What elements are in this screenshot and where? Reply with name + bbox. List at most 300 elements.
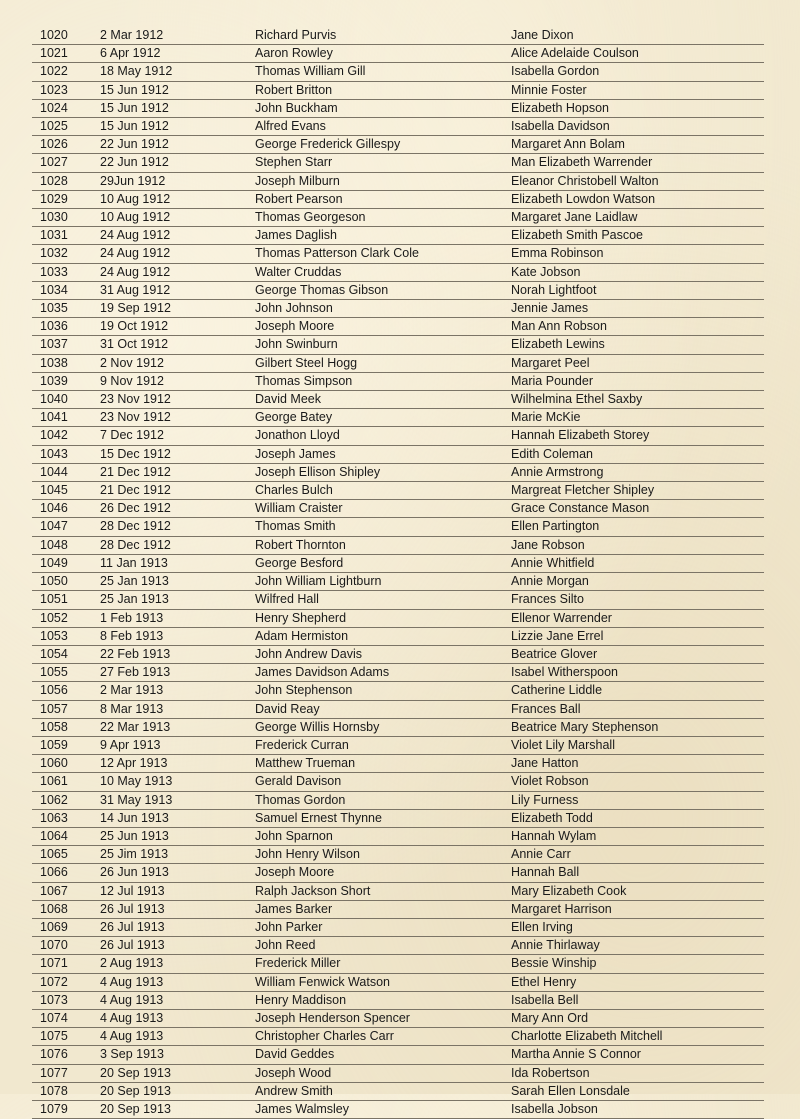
entry-number: 1049 — [32, 554, 100, 572]
marriage-date: 22 Mar 1913 — [100, 718, 255, 736]
entry-number: 1071 — [32, 955, 100, 973]
marriage-date: 15 Jun 1912 — [100, 99, 255, 117]
entry-number: 1052 — [32, 609, 100, 627]
entry-number: 1035 — [32, 300, 100, 318]
bride-name: Man Elizabeth Warrender — [511, 154, 764, 172]
groom-name: George Frederick Gillespy — [255, 136, 511, 154]
entry-number: 1061 — [32, 773, 100, 791]
entry-number: 1079 — [32, 1100, 100, 1118]
table-row — [32, 664, 764, 682]
entry-number: 1073 — [32, 991, 100, 1009]
bride-name: Ellen Irving — [511, 918, 764, 936]
entry-number: 1036 — [32, 318, 100, 336]
entry-number: 1033 — [32, 263, 100, 281]
marriage-date: 28 Dec 1912 — [100, 536, 255, 554]
bride-name: Isabella Davidson — [511, 118, 764, 136]
table-row — [32, 300, 764, 318]
groom-name: Joseph Wood — [255, 1064, 511, 1082]
bride-name: Hannah Wylam — [511, 827, 764, 845]
entry-number: 1078 — [32, 1082, 100, 1100]
table-row — [32, 645, 764, 663]
groom-name: Ralph Jackson Short — [255, 882, 511, 900]
bride-name: Isabella Gordon — [511, 63, 764, 81]
table-row — [32, 918, 764, 936]
groom-name: David Reay — [255, 700, 511, 718]
marriage-date: 23 Nov 1912 — [100, 409, 255, 427]
groom-name: Samuel Ernest Thynne — [255, 809, 511, 827]
groom-name: George Thomas Gibson — [255, 281, 511, 299]
bride-name: Charlotte Elizabeth Mitchell — [511, 1028, 764, 1046]
groom-name: Robert Thornton — [255, 536, 511, 554]
bride-name: Grace Constance Mason — [511, 500, 764, 518]
groom-name: Henry Shepherd — [255, 609, 511, 627]
groom-name: William Craister — [255, 500, 511, 518]
bride-name: Ellenor Warrender — [511, 609, 764, 627]
table-row — [32, 118, 764, 136]
entry-number: 1067 — [32, 882, 100, 900]
bride-name: Jane Dixon — [511, 27, 764, 45]
marriage-date: 25 Jim 1913 — [100, 846, 255, 864]
table-row — [32, 136, 764, 154]
groom-name: James Davidson Adams — [255, 664, 511, 682]
groom-name: Joseph Milburn — [255, 172, 511, 190]
groom-name: John Reed — [255, 937, 511, 955]
register-body — [32, 27, 764, 1119]
marriage-date: 21 Dec 1912 — [100, 482, 255, 500]
bride-name: Eleanor Christobell Walton — [511, 172, 764, 190]
table-row — [32, 427, 764, 445]
table-row — [32, 627, 764, 645]
marriage-date: 26 Dec 1912 — [100, 500, 255, 518]
entry-number: 1043 — [32, 445, 100, 463]
bride-name: Maria Pounder — [511, 372, 764, 390]
marriage-date: 4 Aug 1913 — [100, 991, 255, 1009]
entry-number: 1051 — [32, 591, 100, 609]
marriage-date: 22 Feb 1913 — [100, 645, 255, 663]
bride-name: Jane Robson — [511, 536, 764, 554]
bride-name: Sarah Ellen Lonsdale — [511, 1082, 764, 1100]
entry-number: 1076 — [32, 1046, 100, 1064]
marriage-date: 21 Dec 1912 — [100, 463, 255, 481]
groom-name: James Daglish — [255, 227, 511, 245]
groom-name: Joseph Moore — [255, 864, 511, 882]
entry-number: 1045 — [32, 482, 100, 500]
bride-name: Kate Jobson — [511, 263, 764, 281]
table-row — [32, 809, 764, 827]
entry-number: 1058 — [32, 718, 100, 736]
marriage-date: 26 Jul 1913 — [100, 918, 255, 936]
marriage-date: 20 Sep 1913 — [100, 1064, 255, 1082]
groom-name: Aaron Rowley — [255, 45, 511, 63]
entry-number: 1038 — [32, 354, 100, 372]
entry-number: 1063 — [32, 809, 100, 827]
groom-name: Richard Purvis — [255, 27, 511, 45]
table-row — [32, 227, 764, 245]
table-row — [32, 591, 764, 609]
bride-name: Ethel Henry — [511, 973, 764, 991]
entry-number: 1039 — [32, 372, 100, 390]
bride-name: Catherine Liddle — [511, 682, 764, 700]
bride-name: Bessie Winship — [511, 955, 764, 973]
entry-number: 1064 — [32, 827, 100, 845]
bride-name: Beatrice Glover — [511, 645, 764, 663]
marriage-date: 22 Jun 1912 — [100, 136, 255, 154]
groom-name: Walter Cruddas — [255, 263, 511, 281]
marriage-date: 19 Sep 1912 — [100, 300, 255, 318]
groom-name: John Henry Wilson — [255, 846, 511, 864]
groom-name: Thomas William Gill — [255, 63, 511, 81]
entry-number: 1031 — [32, 227, 100, 245]
marriage-date: 31 Aug 1912 — [100, 281, 255, 299]
bride-name: Marie McKie — [511, 409, 764, 427]
groom-name: George Batey — [255, 409, 511, 427]
table-row — [32, 245, 764, 263]
marriage-date: 24 Aug 1912 — [100, 245, 255, 263]
marriage-date: 10 Aug 1912 — [100, 209, 255, 227]
bride-name: Isabel Witherspoon — [511, 664, 764, 682]
bride-name: Violet Robson — [511, 773, 764, 791]
entry-number: 1077 — [32, 1064, 100, 1082]
bride-name: Hannah Elizabeth Storey — [511, 427, 764, 445]
bride-name: Margaret Jane Laidlaw — [511, 209, 764, 227]
groom-name: Joseph Moore — [255, 318, 511, 336]
entry-number: 1047 — [32, 518, 100, 536]
entry-number: 1020 — [32, 27, 100, 45]
marriage-date: 8 Mar 1913 — [100, 700, 255, 718]
bride-name: Isabella Bell — [511, 991, 764, 1009]
table-row — [32, 846, 764, 864]
marriage-date: 25 Jan 1913 — [100, 573, 255, 591]
groom-name: William Fenwick Watson — [255, 973, 511, 991]
marriage-date: 4 Aug 1913 — [100, 973, 255, 991]
table-row — [32, 81, 764, 99]
bride-name: Violet Lily Marshall — [511, 736, 764, 754]
entry-number: 1021 — [32, 45, 100, 63]
marriage-date: 2 Nov 1912 — [100, 354, 255, 372]
entry-number: 1053 — [32, 627, 100, 645]
marriage-date: 1 Feb 1913 — [100, 609, 255, 627]
marriage-date: 2 Mar 1913 — [100, 682, 255, 700]
marriage-date: 11 Jan 1913 — [100, 554, 255, 572]
table-row — [32, 45, 764, 63]
table-row — [32, 263, 764, 281]
bride-name: Edith Coleman — [511, 445, 764, 463]
groom-name: David Meek — [255, 391, 511, 409]
marriage-date: 26 Jul 1913 — [100, 937, 255, 955]
entry-number: 1066 — [32, 864, 100, 882]
entry-number: 1026 — [32, 136, 100, 154]
table-row — [32, 391, 764, 409]
groom-name: Andrew Smith — [255, 1082, 511, 1100]
bride-name: Lizzie Jane Errel — [511, 627, 764, 645]
groom-name: Stephen Starr — [255, 154, 511, 172]
table-row — [32, 372, 764, 390]
groom-name: Jonathon Lloyd — [255, 427, 511, 445]
groom-name: Joseph Ellison Shipley — [255, 463, 511, 481]
groom-name: John William Lightburn — [255, 573, 511, 591]
marriage-date: 31 Oct 1912 — [100, 336, 255, 354]
table-row — [32, 463, 764, 481]
bride-name: Annie Carr — [511, 846, 764, 864]
entry-number: 1034 — [32, 281, 100, 299]
table-row — [32, 1009, 764, 1027]
groom-name: Joseph James — [255, 445, 511, 463]
groom-name: Frederick Curran — [255, 736, 511, 754]
marriage-date: 10 Aug 1912 — [100, 190, 255, 208]
table-row — [32, 791, 764, 809]
entry-number: 1056 — [32, 682, 100, 700]
table-row — [32, 281, 764, 299]
table-row — [32, 900, 764, 918]
marriage-date: 12 Apr 1913 — [100, 755, 255, 773]
groom-name: Thomas Gordon — [255, 791, 511, 809]
groom-name: Joseph Henderson Spencer — [255, 1009, 511, 1027]
marriage-date: 15 Jun 1912 — [100, 118, 255, 136]
groom-name: Thomas Smith — [255, 518, 511, 536]
marriage-date: 12 Jul 1913 — [100, 882, 255, 900]
table-row — [32, 755, 764, 773]
entry-number: 1022 — [32, 63, 100, 81]
groom-name: George Besford — [255, 554, 511, 572]
bride-name: Elizabeth Todd — [511, 809, 764, 827]
table-row — [32, 973, 764, 991]
bride-name: Ida Robertson — [511, 1064, 764, 1082]
table-row — [32, 409, 764, 427]
entry-number: 1040 — [32, 391, 100, 409]
groom-name: Gilbert Steel Hogg — [255, 354, 511, 372]
bride-name: Isabella Jobson — [511, 1100, 764, 1118]
entry-number: 1069 — [32, 918, 100, 936]
marriage-date: 9 Nov 1912 — [100, 372, 255, 390]
marriage-date: 18 May 1912 — [100, 63, 255, 81]
marriage-date: 4 Aug 1913 — [100, 1028, 255, 1046]
marriage-date: 24 Aug 1912 — [100, 227, 255, 245]
table-row — [32, 209, 764, 227]
marriage-date: 24 Aug 1912 — [100, 263, 255, 281]
table-row — [32, 500, 764, 518]
table-row — [32, 700, 764, 718]
table-row — [32, 154, 764, 172]
entry-number: 1068 — [32, 900, 100, 918]
marriage-date: 15 Dec 1912 — [100, 445, 255, 463]
marriage-date: 9 Apr 1913 — [100, 736, 255, 754]
marriage-date: 4 Aug 1913 — [100, 1009, 255, 1027]
table-row — [32, 27, 764, 45]
groom-name: Thomas Georgeson — [255, 209, 511, 227]
groom-name: James Walmsley — [255, 1100, 511, 1118]
table-row — [32, 573, 764, 591]
bride-name: Elizabeth Hopson — [511, 99, 764, 117]
groom-name: Adam Hermiston — [255, 627, 511, 645]
groom-name: Thomas Simpson — [255, 372, 511, 390]
marriage-date: 7 Dec 1912 — [100, 427, 255, 445]
entry-number: 1048 — [32, 536, 100, 554]
marriage-date: 23 Nov 1912 — [100, 391, 255, 409]
bride-name: Man Ann Robson — [511, 318, 764, 336]
entry-number: 1024 — [32, 99, 100, 117]
bride-name: Lily Furness — [511, 791, 764, 809]
groom-name: John Johnson — [255, 300, 511, 318]
entry-number: 1075 — [32, 1028, 100, 1046]
groom-name: George Willis Hornsby — [255, 718, 511, 736]
entry-number: 1029 — [32, 190, 100, 208]
groom-name: John Parker — [255, 918, 511, 936]
bride-name: Elizabeth Lewins — [511, 336, 764, 354]
entry-number: 1030 — [32, 209, 100, 227]
table-row — [32, 1082, 764, 1100]
marriage-date: 8 Feb 1913 — [100, 627, 255, 645]
table-row — [32, 773, 764, 791]
bride-name: Mary Elizabeth Cook — [511, 882, 764, 900]
table-row — [32, 172, 764, 190]
table-row — [32, 190, 764, 208]
bride-name: Annie Armstrong — [511, 463, 764, 481]
groom-name: John Andrew Davis — [255, 645, 511, 663]
table-row — [32, 682, 764, 700]
entry-number: 1057 — [32, 700, 100, 718]
table-row — [32, 336, 764, 354]
entry-number: 1059 — [32, 736, 100, 754]
marriage-date: 26 Jul 1913 — [100, 900, 255, 918]
entry-number: 1065 — [32, 846, 100, 864]
bride-name: Margreat Fletcher Shipley — [511, 482, 764, 500]
groom-name: John Swinburn — [255, 336, 511, 354]
groom-name: Gerald Davison — [255, 773, 511, 791]
table-row — [32, 482, 764, 500]
bride-name: Beatrice Mary Stephenson — [511, 718, 764, 736]
table-row — [32, 536, 764, 554]
groom-name: John Buckham — [255, 99, 511, 117]
bride-name: Emma Robinson — [511, 245, 764, 263]
marriage-date: 31 May 1913 — [100, 791, 255, 809]
groom-name: Wilfred Hall — [255, 591, 511, 609]
marriage-date: 25 Jun 1913 — [100, 827, 255, 845]
entry-number: 1037 — [32, 336, 100, 354]
marriage-date: 29Jun 1912 — [100, 172, 255, 190]
bride-name: Norah Lightfoot — [511, 281, 764, 299]
entry-number: 1042 — [32, 427, 100, 445]
table-row — [32, 1028, 764, 1046]
table-row — [32, 1064, 764, 1082]
groom-name: Robert Pearson — [255, 190, 511, 208]
table-row — [32, 609, 764, 627]
bride-name: Elizabeth Lowdon Watson — [511, 190, 764, 208]
table-row — [32, 318, 764, 336]
groom-name: John Sparnon — [255, 827, 511, 845]
table-row — [32, 63, 764, 81]
groom-name: Thomas Patterson Clark Cole — [255, 245, 511, 263]
marriage-date: 27 Feb 1913 — [100, 664, 255, 682]
marriage-date: 19 Oct 1912 — [100, 318, 255, 336]
groom-name: Matthew Trueman — [255, 755, 511, 773]
bride-name: Annie Morgan — [511, 573, 764, 591]
table-row — [32, 445, 764, 463]
bride-name: Margaret Peel — [511, 354, 764, 372]
table-row — [32, 827, 764, 845]
entry-number: 1050 — [32, 573, 100, 591]
marriage-date: 20 Sep 1913 — [100, 1082, 255, 1100]
entry-number: 1044 — [32, 463, 100, 481]
marriage-date: 28 Dec 1912 — [100, 518, 255, 536]
entry-number: 1041 — [32, 409, 100, 427]
table-row — [32, 354, 764, 372]
bride-name: Mary Ann Ord — [511, 1009, 764, 1027]
table-row — [32, 991, 764, 1009]
table-row — [32, 736, 764, 754]
entry-number: 1074 — [32, 1009, 100, 1027]
entry-number: 1062 — [32, 791, 100, 809]
entry-number: 1032 — [32, 245, 100, 263]
bride-name: Ellen Partington — [511, 518, 764, 536]
bride-name: Annie Whitfield — [511, 554, 764, 572]
table-row — [32, 1046, 764, 1064]
bride-name: Martha Annie S Connor — [511, 1046, 764, 1064]
entry-number: 1054 — [32, 645, 100, 663]
bride-name: Margaret Harrison — [511, 900, 764, 918]
entry-number: 1046 — [32, 500, 100, 518]
groom-name: Robert Britton — [255, 81, 511, 99]
bride-name: Wilhelmina Ethel Saxby — [511, 391, 764, 409]
groom-name: John Stephenson — [255, 682, 511, 700]
marriage-date: 20 Sep 1913 — [100, 1100, 255, 1118]
bride-name: Jane Hatton — [511, 755, 764, 773]
bride-name: Frances Ball — [511, 700, 764, 718]
entry-number: 1028 — [32, 172, 100, 190]
marriage-date: 22 Jun 1912 — [100, 154, 255, 172]
marriage-date: 14 Jun 1913 — [100, 809, 255, 827]
marriage-date: 15 Jun 1912 — [100, 81, 255, 99]
entry-number: 1072 — [32, 973, 100, 991]
bride-name: Margaret Ann Bolam — [511, 136, 764, 154]
table-row — [32, 864, 764, 882]
table-row — [32, 718, 764, 736]
marriage-date: 6 Apr 1912 — [100, 45, 255, 63]
bride-name: Jennie James — [511, 300, 764, 318]
table-row — [32, 955, 764, 973]
marriage-date: 2 Mar 1912 — [100, 27, 255, 45]
entry-number: 1025 — [32, 118, 100, 136]
table-row — [32, 99, 764, 117]
table-row — [32, 518, 764, 536]
marriage-date: 25 Jan 1913 — [100, 591, 255, 609]
entry-number: 1060 — [32, 755, 100, 773]
table-row — [32, 937, 764, 955]
entry-number: 1070 — [32, 937, 100, 955]
marriage-date: 3 Sep 1913 — [100, 1046, 255, 1064]
groom-name: James Barker — [255, 900, 511, 918]
bride-name: Minnie Foster — [511, 81, 764, 99]
groom-name: Frederick Miller — [255, 955, 511, 973]
entry-number: 1023 — [32, 81, 100, 99]
groom-name: Alfred Evans — [255, 118, 511, 136]
bride-name: Frances Silto — [511, 591, 764, 609]
groom-name: Charles Bulch — [255, 482, 511, 500]
marriage-date: 2 Aug 1913 — [100, 955, 255, 973]
table-row — [32, 554, 764, 572]
table-row — [32, 1100, 764, 1118]
entry-number: 1055 — [32, 664, 100, 682]
table-row — [32, 882, 764, 900]
groom-name: Christopher Charles Carr — [255, 1028, 511, 1046]
groom-name: Henry Maddison — [255, 991, 511, 1009]
bride-name: Elizabeth Smith Pascoe — [511, 227, 764, 245]
marriage-register-table — [32, 27, 764, 1119]
bride-name: Hannah Ball — [511, 864, 764, 882]
bride-name: Annie Thirlaway — [511, 937, 764, 955]
marriage-date: 10 May 1913 — [100, 773, 255, 791]
entry-number: 1027 — [32, 154, 100, 172]
groom-name: David Geddes — [255, 1046, 511, 1064]
